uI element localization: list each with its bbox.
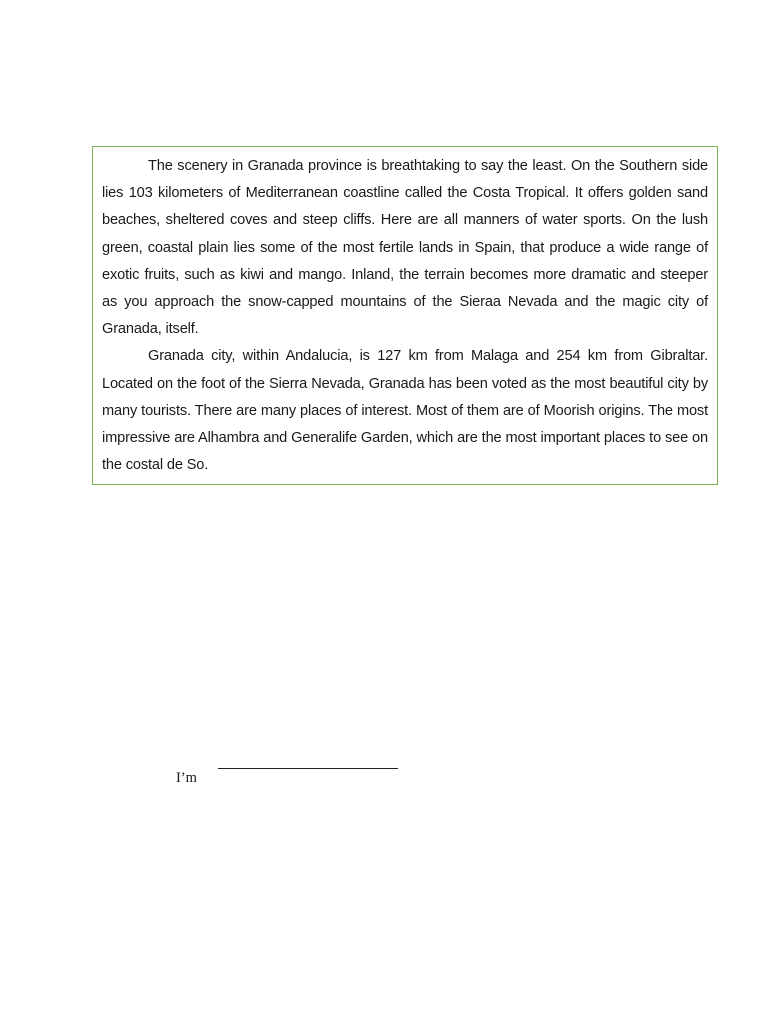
answer-blank-line[interactable] [218, 768, 398, 769]
passage-paragraph-1: The scenery in Granada province is breathtaking to say the least. On the Southern side lies 103 kilometers of Mediterranean coastline called the Costa Tropical. It offers golden sand beaches, sheltered coves and steep cliffs. Here are all manners of water sports. On the lush green, coastal plain lies some of the most fertile lands in Spain, that produce a wide range of exotic fruits, such as kiwi and mango. Inland, the terrain becomes more dramatic and steeper as you approach the snow-capped mountains of the Sieraa Nevada and the magic city of Granada, itself. [102, 158, 708, 338]
passage-paragraph-2: Granada city, within Andalucia, is 127 km from Malaga and 254 km from Gibraltar. Located on the foot of the Sierra Nevada, Granada has been voted as the most beautiful city by many tourists. There are many places of interest. Most of them are of Moorish origins. The most impressive are Alhambra and Generalife Garden, which are the most important places to see on the costal de So. [102, 348, 708, 474]
passage-box [92, 146, 718, 485]
answer-prompt: I’m [176, 770, 197, 786]
